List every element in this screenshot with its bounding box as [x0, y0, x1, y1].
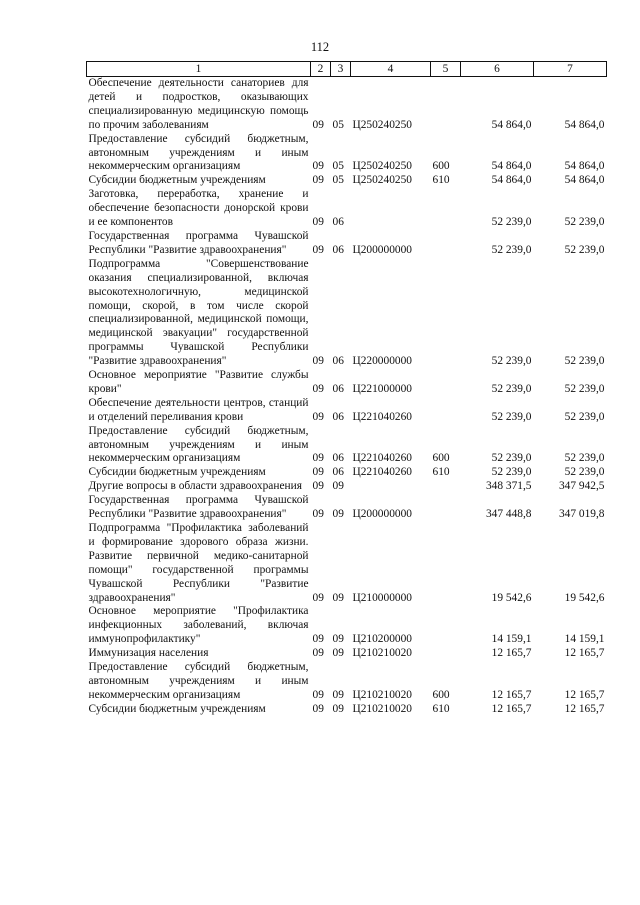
table-row: [87, 77, 607, 133]
row-name: Государственная программа Чувашской Республики "Развитие здравоохранения": [88, 494, 309, 521]
row-subsection: 06: [332, 243, 344, 256]
table-header: [87, 62, 607, 77]
row-amount-year2: 19 542,6: [564, 591, 605, 604]
row-section: 09: [312, 216, 324, 229]
row-expense-type: [431, 258, 461, 369]
row-amount-year2: 52 239,0: [564, 382, 605, 395]
column-header-6: 6: [461, 62, 534, 77]
row-amount-year2: 12 165,7: [564, 702, 605, 715]
budget-table: [86, 61, 607, 717]
row-amount-year2: 52 239,0: [564, 243, 605, 256]
row-name: Предоставление субсидий бюджетным, автономным учреждениям и иным некоммерческим организациям: [88, 132, 309, 173]
row-subsection: 06: [332, 382, 344, 395]
row-target-article: Ц221000000: [352, 382, 412, 395]
row-target-article: Ц250240250: [352, 160, 412, 173]
row-subsection: 09: [332, 647, 344, 660]
row-name: Субсидии бюджетным учреждениям: [88, 466, 266, 479]
row-expense-type: 600: [432, 452, 450, 465]
table-row: [87, 397, 607, 425]
row-amount-year2: 12 165,7: [564, 647, 605, 660]
row-subsection: 06: [332, 355, 344, 368]
table-row: [87, 661, 607, 703]
row-amount-year2: 52 239,0: [564, 466, 605, 479]
row-subsection: 09: [332, 633, 344, 646]
row-name: Субсидии бюджетным учреждениям: [88, 174, 266, 187]
row-section: 09: [312, 647, 324, 660]
table-body: [87, 77, 607, 717]
row-target-article: Ц221040260: [352, 466, 412, 479]
row-name: Обеспечение деятельности санаториев для детей и подростков, оказывающих специализированную медицинскую помощь по прочим заболеваниям: [88, 77, 309, 131]
row-name: Другие вопросы в области здравоохранения: [88, 480, 302, 493]
table-row: [87, 703, 607, 717]
row-expense-type: 600: [432, 160, 450, 173]
row-target-article: Ц210200000: [352, 633, 412, 646]
row-amount-year1: 52 239,0: [491, 216, 532, 229]
row-name: Субсидии бюджетным учреждениям: [88, 702, 266, 715]
row-amount-year1: 52 239,0: [491, 410, 532, 423]
row-amount-year1: 19 542,6: [491, 591, 532, 604]
header-row: [87, 62, 607, 77]
row-target-article: Ц210210020: [352, 647, 412, 660]
table-row: [87, 466, 607, 480]
row-section: 09: [312, 591, 324, 604]
row-amount-year1: 12 165,7: [491, 702, 532, 715]
row-section: 09: [312, 452, 324, 465]
row-section: 09: [312, 118, 324, 131]
row-name: Заготовка, переработка, хранение и обеспечение безопасности донорской крови и ее компонентов: [88, 188, 309, 229]
row-name: Подпрограмма "Совершенствование оказания специализированной, включая высокотехнологичную, медицинской помощи, скорой, в том числе скорой специализированной, медицинской помощи, медицинской эвакуации" государственной программы Чувашской Республики "Развитие здравоохранения": [88, 257, 309, 368]
column-header-4: 4: [351, 62, 431, 77]
row-amount-year2: 54 864,0: [564, 118, 605, 131]
row-expense-type: [431, 494, 461, 522]
row-subsection: 06: [332, 452, 344, 465]
row-section: 09: [312, 633, 324, 646]
row-target-article: [351, 188, 431, 230]
row-section: 09: [312, 160, 324, 173]
table-row: [87, 647, 607, 661]
row-subsection: 09: [332, 508, 344, 521]
row-subsection: 09: [332, 591, 344, 604]
row-expense-type: 610: [432, 702, 450, 715]
row-expense-type: [431, 77, 461, 133]
page-number: 112: [310, 40, 330, 54]
table-row: [87, 133, 607, 175]
row-name: Предоставление субсидий бюджетным, автономным учреждениям и иным некоммерческим организациям: [88, 661, 309, 701]
row-target-article: Ц221040260: [352, 410, 412, 423]
row-amount-year2: 54 864,0: [564, 160, 605, 173]
table-row: [87, 369, 607, 397]
table-row: [87, 258, 607, 369]
row-name: Подпрограмма "Профилактика заболеваний и формирование здорового образа жизни. Развитие первичной медико-санитарной помощи" государственной программы Чувашской Республики "Развитие здравоохранения": [88, 522, 309, 604]
row-amount-year1: 52 239,0: [491, 382, 532, 395]
table-row: [87, 188, 607, 230]
table-row: [87, 425, 607, 467]
row-amount-year1: 347 448,8: [485, 508, 532, 521]
row-amount-year1: 52 239,0: [491, 243, 532, 256]
row-section: 09: [312, 174, 324, 187]
row-amount-year2: 347 019,8: [558, 508, 605, 521]
row-section: 09: [312, 688, 324, 701]
row-target-article: Ц210210020: [352, 702, 412, 715]
column-header-2: 2: [311, 62, 331, 77]
row-amount-year1: 52 239,0: [491, 355, 532, 368]
row-amount-year2: 14 159,1: [564, 633, 605, 646]
row-section: 09: [312, 508, 324, 521]
row-section: 09: [312, 382, 324, 395]
row-amount-year1: 12 165,7: [491, 647, 532, 660]
row-amount-year2: 12 165,7: [564, 688, 605, 701]
row-target-article: Ц200000000: [352, 243, 412, 256]
row-section: 09: [312, 466, 324, 479]
row-expense-type: [431, 522, 461, 605]
row-subsection: 05: [332, 174, 344, 187]
table-row: [87, 494, 607, 522]
row-subsection: 09: [332, 480, 344, 493]
row-expense-type: [431, 188, 461, 230]
table-row: [87, 522, 607, 605]
row-name: Основное мероприятие "Развитие службы крови": [88, 369, 309, 395]
row-expense-type: [431, 647, 461, 661]
row-amount-year2: 52 239,0: [564, 216, 605, 229]
row-amount-year2: 54 864,0: [564, 174, 605, 187]
row-name: Иммунизация населения: [88, 647, 209, 660]
row-section: 09: [312, 480, 324, 493]
row-expense-type: 600: [432, 688, 450, 701]
row-amount-year2: 347 942,5: [558, 480, 605, 493]
row-amount-year2: 52 239,0: [564, 355, 605, 368]
row-amount-year1: 54 864,0: [491, 174, 532, 187]
row-expense-type: [431, 480, 461, 494]
row-expense-type: [431, 369, 461, 397]
column-header-7: 7: [534, 62, 607, 77]
table-row: [87, 230, 607, 258]
row-expense-type: [431, 397, 461, 425]
row-target-article: Ц210000000: [352, 591, 412, 604]
row-name: Основное мероприятие "Профилактика инфекционных заболеваний, включая иммунопрофилактику": [88, 605, 309, 646]
column-header-3: 3: [331, 62, 351, 77]
row-target-article: Ц220000000: [352, 355, 412, 368]
table-row: [87, 480, 607, 494]
row-amount-year1: 348 371,5: [485, 480, 532, 493]
row-amount-year1: 52 239,0: [491, 452, 532, 465]
row-expense-type: [431, 230, 461, 258]
row-amount-year2: 52 239,0: [564, 452, 605, 465]
row-amount-year1: 12 165,7: [491, 688, 532, 701]
row-subsection: 06: [332, 466, 344, 479]
row-target-article: Ц221040260: [352, 452, 412, 465]
row-target-article: Ц210210020: [352, 688, 412, 701]
row-name: Обеспечение деятельности центров, станций и отделений переливания крови: [88, 396, 309, 423]
column-header-1: 1: [87, 62, 311, 77]
row-subsection: 09: [332, 688, 344, 701]
row-section: 09: [312, 410, 324, 423]
row-expense-type: [431, 605, 461, 647]
row-expense-type: 610: [432, 174, 450, 187]
row-subsection: 06: [332, 410, 344, 423]
row-subsection: 09: [332, 702, 344, 715]
row-amount-year1: 54 864,0: [491, 118, 532, 131]
row-target-article: [351, 480, 431, 494]
row-target-article: Ц250240250: [352, 174, 412, 187]
row-name: Государственная программа Чувашской Республики "Развитие здравоохранения": [88, 229, 309, 256]
row-expense-type: 610: [432, 466, 450, 479]
row-amount-year2: 52 239,0: [564, 410, 605, 423]
row-subsection: 06: [332, 216, 344, 229]
row-section: 09: [312, 355, 324, 368]
row-target-article: Ц200000000: [352, 508, 412, 521]
row-amount-year1: 14 159,1: [491, 633, 532, 646]
row-amount-year1: 54 864,0: [491, 160, 532, 173]
row-target-article: Ц250240250: [352, 118, 412, 131]
row-section: 09: [312, 243, 324, 256]
row-name: Предоставление субсидий бюджетным, автономным учреждениям и иным некоммерческим организациям: [88, 424, 309, 465]
row-amount-year1: 52 239,0: [491, 466, 532, 479]
table-row: [87, 605, 607, 647]
row-section: 09: [312, 702, 324, 715]
row-subsection: 05: [332, 118, 344, 131]
column-header-5: 5: [431, 62, 461, 77]
table-row: [87, 174, 607, 188]
row-subsection: 05: [332, 160, 344, 173]
